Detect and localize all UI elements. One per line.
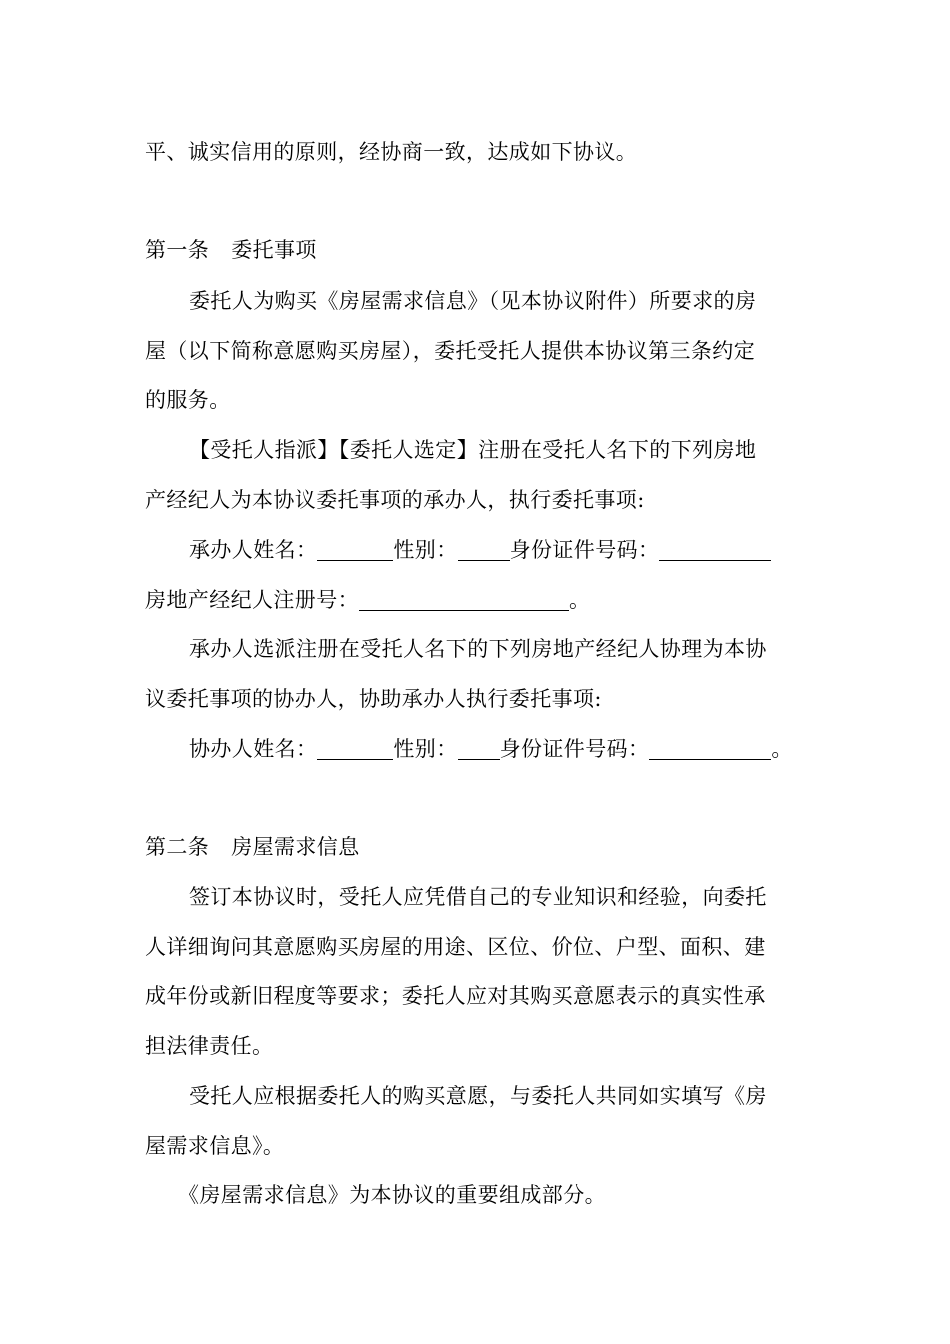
article-1-title: 委托事项 <box>231 238 317 262</box>
assistant-info-line <box>189 734 793 764</box>
assistant-name-blank[interactable] <box>317 737 393 760</box>
article-2-paragraph-2-line-2: 屋需求信息》。 <box>145 1134 285 1158</box>
assistant-gender-label: 性别： <box>393 737 458 761</box>
handler-registration-label: 房地产经纪人注册号： <box>145 588 359 612</box>
article-2-paragraph-1-line-2: 人详细询问其意愿购买房屋的用途、区位、价位、户型、面积、建 <box>145 935 766 959</box>
assistant-info-end: 。 <box>771 737 793 761</box>
article-2-number: 第二条 <box>145 835 210 859</box>
article-2-paragraph-1-line-3: 成年份或新旧程度等要求；委托人应对其购买意愿表示的真实性承 <box>145 984 766 1008</box>
handler-name-label: 承办人姓名： <box>189 538 318 562</box>
article-1-paragraph-1-line-2: 屋（以下简称意愿购买房屋），委托受托人提供本协议第三条约定 <box>145 339 756 363</box>
handler-registration-blank[interactable] <box>359 588 569 611</box>
article-1-paragraph-3-line-2: 议委托事项的协办人，协助承办人执行委托事项: <box>145 687 602 711</box>
assistant-gender-blank[interactable] <box>458 737 500 760</box>
article-2-paragraph-3: 《房屋需求信息》为本协议的重要组成部分。 <box>178 1183 606 1207</box>
article-1-paragraph-1-line-1: 委托人为购买《房屋需求信息》（见本协议附件）所要求的房 <box>189 289 757 313</box>
handler-gender-label: 性别： <box>393 538 458 562</box>
article-1-paragraph-2-line-1: 【受托人指派】【委托人选定】注册在受托人名下的下列房地 <box>189 438 757 462</box>
assistant-name-label: 协办人姓名： <box>189 737 318 761</box>
assistant-id-blank[interactable] <box>649 737 771 760</box>
handler-registration-line <box>145 585 590 615</box>
handler-gender-blank[interactable] <box>458 538 510 561</box>
handler-id-label: 身份证件号码： <box>509 538 660 562</box>
article-1-paragraph-1-line-3: 的服务。 <box>145 388 231 412</box>
article-2-paragraph-1-line-1: 签订本协议时，受托人应凭借自己的专业知识和经验，向委托 <box>189 885 767 909</box>
article-1-number: 第一条 <box>145 238 210 262</box>
article-1-paragraph-2-line-2: 产经纪人为本协议委托事项的承办人，执行委托事项: <box>145 488 645 512</box>
article-2-paragraph-1-line-4: 担法律责任。 <box>145 1034 274 1058</box>
handler-registration-end: 。 <box>569 588 591 612</box>
article-1-heading <box>145 235 317 265</box>
handler-info-line <box>189 535 771 565</box>
article-2-paragraph-2-line-1: 受托人应根据委托人的购买意愿，与委托人共同如实填写《房 <box>189 1084 767 1108</box>
handler-id-blank[interactable] <box>659 538 771 561</box>
article-1-paragraph-3-line-1: 承办人选派注册在受托人名下的下列房地产经纪人协理为本协 <box>189 637 767 661</box>
article-2-heading <box>145 832 360 862</box>
assistant-id-label: 身份证件号码： <box>499 737 650 761</box>
handler-name-blank[interactable] <box>317 538 393 561</box>
intro-text: 平、诚实信用的原则，经协商一致，达成如下协议。 <box>145 140 638 164</box>
article-2-title: 房屋需求信息 <box>231 835 360 859</box>
